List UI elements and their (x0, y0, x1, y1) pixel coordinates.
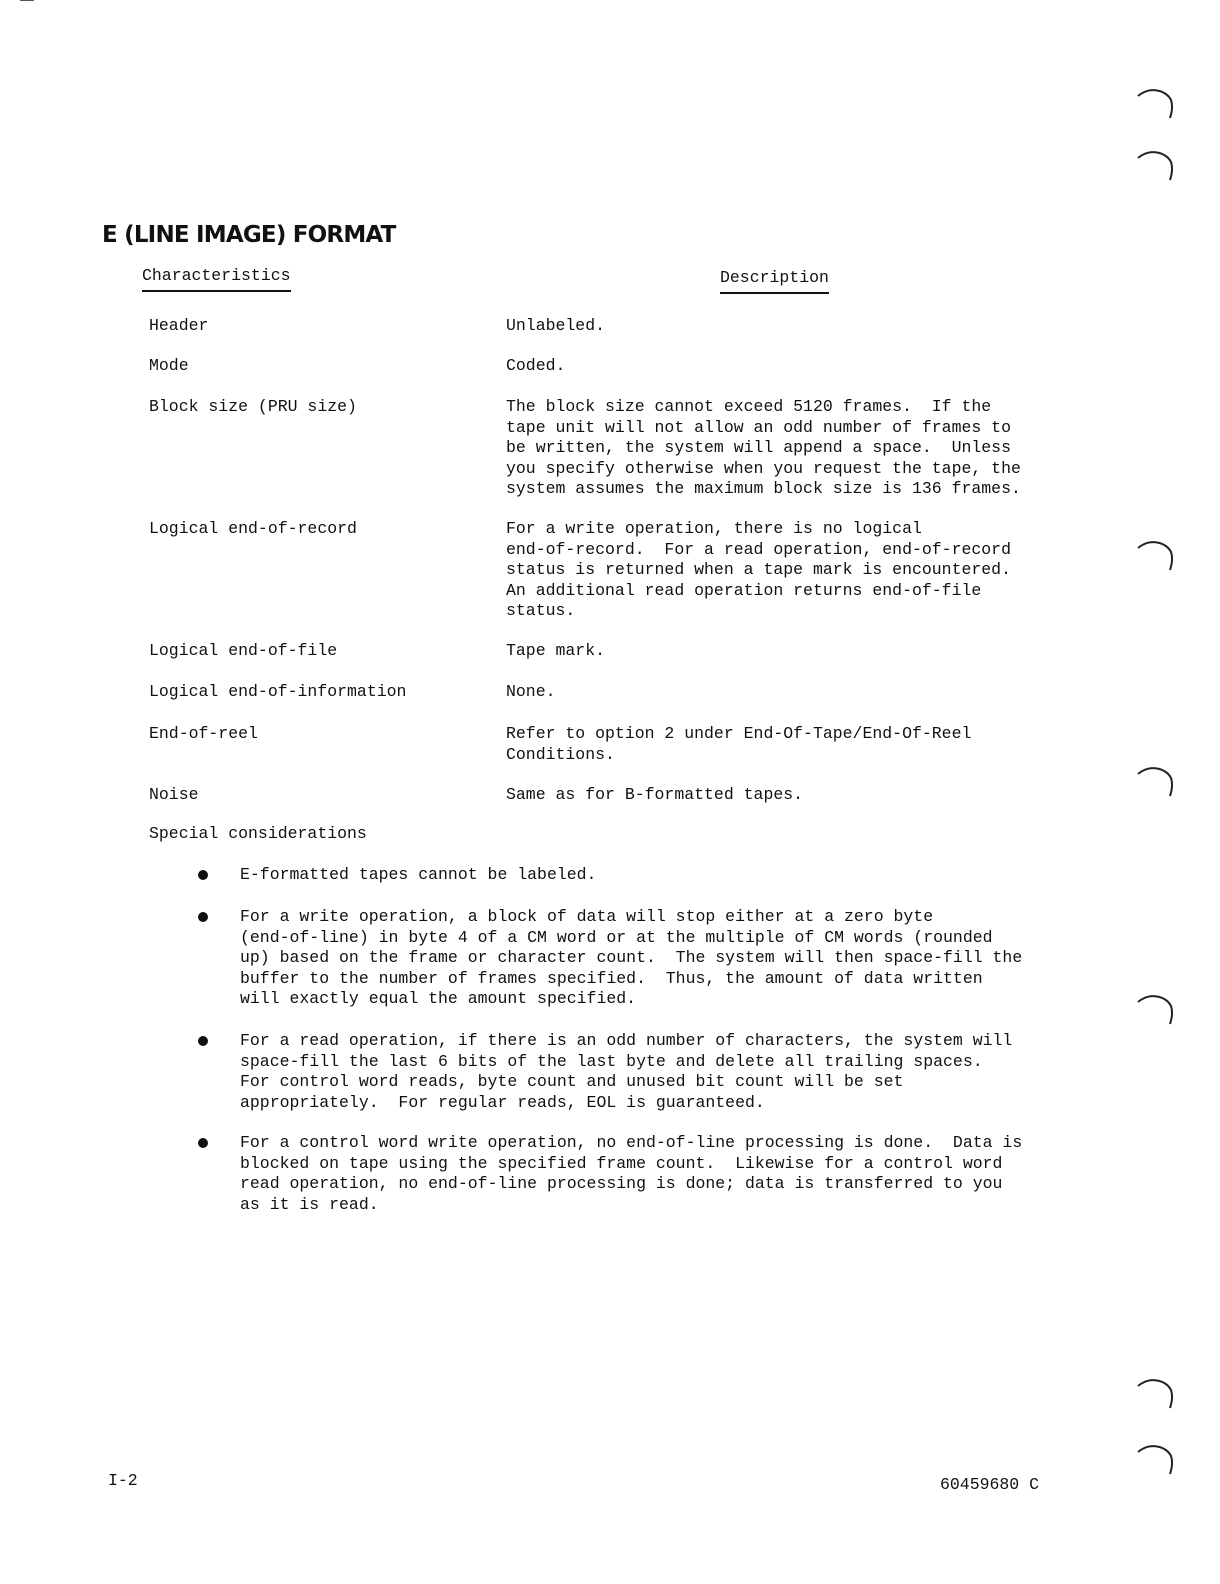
row-description: Same as for B-formatted tapes. (506, 785, 804, 804)
row-label: Header (149, 316, 209, 335)
binder-hole-mark-icon (1136, 146, 1176, 190)
row-label: Noise (149, 785, 199, 804)
row-description: For a write operation, there is no logical end-of-record. For a read operation, end-of-record status is returned when a tape mark is encountered. An additional read operation returns end-of-file status. (506, 519, 1011, 620)
page-number: I-2 (108, 1471, 138, 1490)
row-description: None. (506, 682, 556, 701)
row-label: Block size (PRU size) (149, 397, 357, 416)
bullet-text: E-formatted tapes cannot be labeled. (240, 865, 597, 884)
bullet-text: For a read operation, if there is an odd number of characters, the system will space-fill the last 6 bits of the last byte and delete all trailing spaces. For control word reads, byte count and unused bit count will be set appropriately. For regular reads, EOL is guaranteed. (240, 1031, 1013, 1112)
binder-hole-mark-icon (1136, 1440, 1176, 1484)
bullet-icon (198, 1036, 208, 1046)
special-considerations-label: Special considerations (149, 824, 367, 843)
page-title: E (LINE IMAGE) FORMAT (102, 222, 396, 248)
row-description: Coded. (506, 356, 566, 375)
row-description: Tape mark. (506, 641, 606, 660)
bullet-icon (198, 1138, 208, 1148)
binder-hole-mark-icon (1136, 762, 1176, 806)
row-label: Logical end-of-file (149, 641, 338, 660)
document-number: 60459680 C (940, 1475, 1040, 1494)
column-header-description: Description (720, 268, 829, 294)
row-description: Unlabeled. (506, 316, 606, 335)
binder-hole-mark-icon (1136, 536, 1176, 580)
row-label: Logical end-of-record (149, 519, 357, 538)
binder-hole-mark-icon (1136, 84, 1176, 128)
row-label: End-of-reel (149, 724, 258, 743)
bullet-icon (198, 870, 208, 880)
row-label: Logical end-of-information (149, 682, 407, 701)
bullet-text: For a write operation, a block of data will stop either at a zero byte (end-of-line) in byte 4 of a CM word or at the multiple of CM words (rounded up) based on the frame or character count. The system will then space-fill the buffer to the number of frames specified. Thus, the amount of data written will exactly equal the amount specified. (240, 907, 1023, 1008)
column-header-characteristics: Characteristics (142, 266, 291, 292)
binder-hole-mark-icon (1136, 990, 1176, 1034)
row-description: Refer to option 2 under End-Of-Tape/End-Of-Reel Conditions. (506, 724, 972, 764)
bullet-icon (198, 912, 208, 922)
bullet-text: For a control word write operation, no end-of-line processing is done. Data is blocked on tape using the specified frame count. Likewise for a control word read operation, no end-of-line processing is done; data is transferred to you as it is read. (240, 1133, 1023, 1214)
scan-mark (20, 0, 34, 1)
row-label: Mode (149, 356, 189, 375)
row-description: The block size cannot exceed 5120 frames. If the tape unit will not allow an odd number of frames to be written, the system will append a space. Unless you specify otherwise when you request the tape, the system assumes the maximum block size is 136 frames. (506, 397, 1021, 498)
binder-hole-mark-icon (1136, 1374, 1176, 1418)
